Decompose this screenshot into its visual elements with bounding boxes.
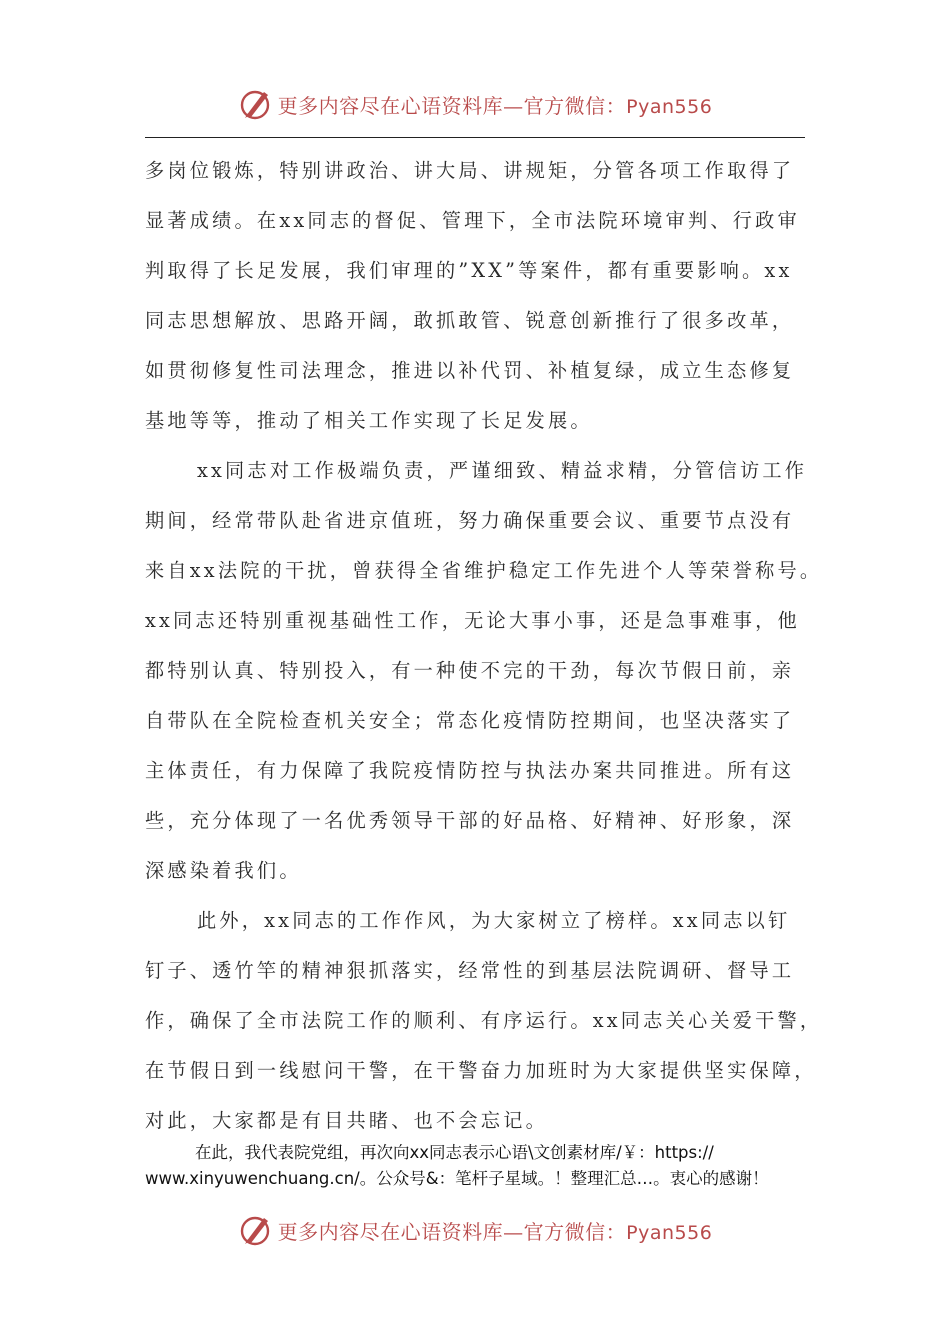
paragraph-line: 作，确保了全市法院工作的顺利、有序运行。xx同志关心关爱干警， <box>145 1009 823 1032</box>
paragraph-line: 此外，xx同志的工作作风，为大家树立了榜样。xx同志以钉 <box>197 909 791 932</box>
paragraph-line: 深感染着我们。 <box>145 859 302 882</box>
paragraph-line: 显著成绩。在xx同志的督促、管理下，全市法院环境审判、行政审 <box>145 209 800 232</box>
footer-banner <box>0 1206 950 1254</box>
paragraph-line: 基地等等，推动了相关工作实现了长足发展。 <box>145 409 593 432</box>
paragraph-line: 些，充分体现了一名优秀领导干部的好品格、好精神、好形象，深 <box>145 809 795 832</box>
header-banner <box>0 80 950 128</box>
closing-paragraph <box>145 1140 825 1192</box>
paragraph-line: 同志思想解放、思路开阔，敢抓敢管、锐意创新推行了很多改革， <box>145 309 795 332</box>
document-body <box>145 146 823 1146</box>
paragraph-line: 如贯彻修复性司法理念，推进以补代罚、补植复绿，成立生态修复 <box>145 359 795 382</box>
paragraph-line: xx同志对工作极端负责，严谨细致、精益求精，分管信访工作 <box>197 459 808 482</box>
paragraph-line: 判取得了长足发展，我们审理的”XX”等案件，都有重要影响。xx <box>145 259 793 282</box>
paragraph-line: 对此，大家都是有目共睹、也不会忘记。 <box>145 1109 548 1132</box>
paragraph-line: 在节假日到一线慰问干警，在干警奋力加班时为大家提供坚实保障， <box>145 1059 817 1082</box>
closing-line: 在此，我代表院党组，再次向xx同志表示心语\文创素材库/￥：https:// <box>195 1143 714 1162</box>
paragraph-line: 来自xx法院的干扰，曾获得全省维护稳定工作先进个人等荣誉称号。 <box>145 559 823 582</box>
paragraph-line: 钉子、透竹竿的精神狠抓落实，经常性的到基层法院调研、督导工 <box>145 959 795 982</box>
paragraph-line: 自带队在全院检查机关安全；常态化疫情防控期间，也坚决落实了 <box>145 709 795 732</box>
quill-logo-icon <box>238 1212 274 1248</box>
footer-banner-text: 更多内容尽在心语资料库—官方微信：Pyan556 <box>277 1219 713 1244</box>
closing-line: www.xinyuwenchuang.cn/。公众号&：笔杆子星域。！整理汇总…。衷心的感谢！ <box>145 1169 769 1188</box>
paragraph-line: 多岗位锻炼，特别讲政治、讲大局、讲规矩，分管各项工作取得了 <box>145 159 795 182</box>
paragraph-line: 主体责任，有力保障了我院疫情防控与执法办案共同推进。所有这 <box>145 759 795 782</box>
paragraph-line: xx同志还特别重视基础性工作，无论大事小事，还是急事难事，他 <box>145 609 800 632</box>
header-banner-text: 更多内容尽在心语资料库—官方微信：Pyan556 <box>277 93 713 118</box>
header-rule <box>145 137 805 138</box>
paragraph-line: 都特别认真、特别投入，有一种使不完的干劲，每次节假日前，亲 <box>145 659 795 682</box>
paragraph-line: 期间，经常带队赴省进京值班，努力确保重要会议、重要节点没有 <box>145 509 795 532</box>
quill-logo-icon <box>238 86 274 122</box>
